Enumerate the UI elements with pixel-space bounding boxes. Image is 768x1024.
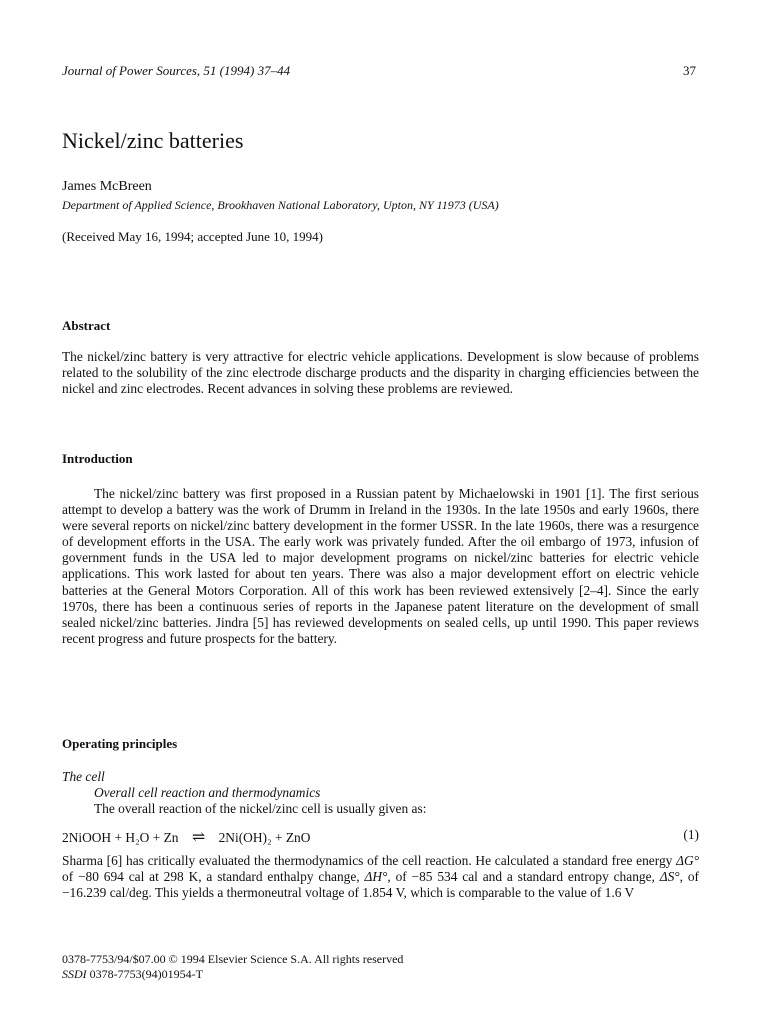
- author-name: James McBreen: [62, 179, 152, 194]
- equation-number: (1): [683, 827, 699, 842]
- delta-h-symbol: ΔH°: [364, 869, 388, 885]
- text-segment: , of −16.239 cal/deg. This yields a thermoneutral voltage of 1.854 V, which is comparable to the value of 1.6 V: [62, 869, 699, 901]
- text-segment: , of −85 534 cal and a standard entropy change,: [387, 869, 660, 885]
- page-number: 37: [683, 63, 696, 78]
- copyright-line: 0378-7753/94/$07.00 © 1994 Elsevier Science S.A. All rights reserved: [62, 952, 404, 966]
- equilibrium-arrow-icon: ⇌: [191, 829, 206, 846]
- thermodynamics-text: [62, 853, 699, 901]
- abstract-text: [62, 349, 699, 397]
- abstract-heading: Abstract: [62, 318, 111, 333]
- ssdi-line: [62, 967, 203, 982]
- article-title: Nickel/zinc batteries: [62, 128, 244, 153]
- introduction-text: [62, 486, 699, 647]
- subsubsection-reaction-thermodynamics: Overall cell reaction and thermodynamics: [94, 785, 321, 800]
- equation-left-side: 2NiOOH + H₂O + Zn: [62, 830, 179, 845]
- ssdi-value: 0378-7753(94)01954-T: [89, 967, 203, 981]
- author-affiliation: Department of Applied Science, Brookhaven National Laboratory, Upton, NY 11973 (USA): [62, 198, 499, 212]
- text-segment: Sharma [6] has critically evaluated the thermodynamics of the cell reaction. He calculated a standard free energy: [62, 853, 677, 868]
- delta-s-symbol: ΔS°: [659, 869, 680, 885]
- thermodynamics-paragraph: [62, 853, 699, 901]
- ssdi-label: SSDI: [62, 967, 87, 981]
- equation-intro-line: The overall reaction of the nickel/zinc cell is usually given as:: [94, 801, 427, 816]
- introduction-heading: Introduction: [62, 451, 133, 466]
- operating-principles-heading: Operating principles: [62, 736, 178, 751]
- equation-1: [62, 827, 699, 847]
- equation-right-side: 2Ni(OH)₂ + ZnO: [218, 830, 311, 845]
- subsection-the-cell: The cell: [62, 769, 105, 784]
- text-segment: of −80 694 cal at 298 K, a standard enthalpy change,: [62, 869, 365, 885]
- received-dates: (Received May 16, 1994; accepted June 10, 1994): [62, 229, 324, 244]
- introduction-paragraph: The nickel/zinc battery was first proposed in a Russian patent by Michaelowski in 1901 [1]. The first serious attempt to develop a battery was the work of Drumm in Ireland in the 1930s. In the late 1950s and early 1960s, there were several reports on nickel/zinc battery development in the former USSR. In the late 1960s, there was a resurgence of development efforts in the USA. The early work was privately funded. After the oil embargo of 1973, infusion of government funds in the USA led to major development programs on nickel/zinc batteries for electric vehicle applications. This work lasted for about ten years. There was also a major development effort on electric vehicle batteries at the General Motors Corporation. All of this work has been reviewed extensively [2–4]. Since the early 1970s, there has been a continuous series of reports in the Japanese patent literature on the development of small sealed nickel/zinc batteries. Jindra [5] has reviewed developments on sealed cells, up until 1990. This paper reviews recent progress and future prospects for the battery.: [62, 486, 699, 646]
- abstract-paragraph: The nickel/zinc battery is very attractive for electric vehicle applications. Development is slow because of problems related to the solubility of the zinc electrode discharge products and the disparity in charging efficiencies between the nickel and zinc electrodes. Recent advances in solving these problems are reviewed.: [62, 349, 699, 397]
- journal-citation: Journal of Power Sources, 51 (1994) 37–44: [62, 63, 291, 78]
- delta-g-symbol: ΔG°: [676, 853, 699, 868]
